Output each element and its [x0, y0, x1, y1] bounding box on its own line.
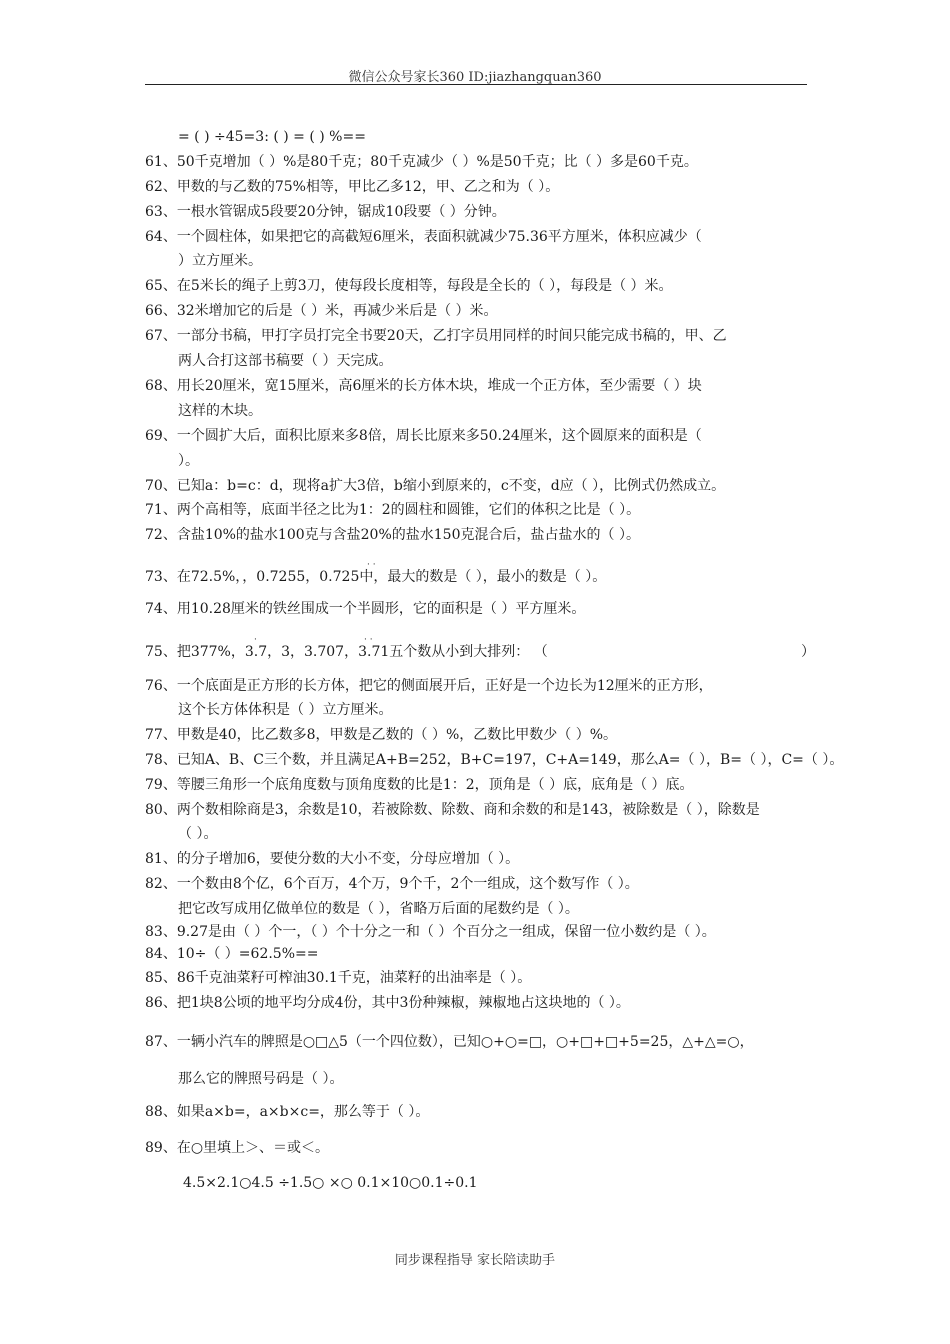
question-78: 78、已知A、B、C三个数，并且满足A+B=252，B+C=197，C+A=149，那么A=（ ），B=（ ），C=（ ）。	[145, 752, 844, 768]
question-87-cont: 那么它的牌照号码是（ ）。	[178, 1071, 344, 1087]
question-76-cont: 这个长方体体积是（ ）立方厘米。	[178, 702, 393, 718]
question-70: 70、已知a：b=c：d，现将a扩大3倍，b缩小到原来的，c不变，d应（ ），比例式仍然成立。	[145, 478, 726, 494]
question-63: 63、一根水管锯成5段要20分钟，锯成10段要（ ）分钟。	[145, 204, 506, 220]
question-89-items: 4.5×2.1○4.5 ÷1.5○ ×○ 0.1×10○0.1÷0.1	[183, 1175, 478, 1191]
header-rule	[145, 84, 807, 85]
repeating-decimal-dots: · ·	[367, 560, 376, 570]
question-69-cont: ）。	[178, 453, 199, 469]
question-77: 77、甲数是40，比乙数多8，甲数是乙数的（ ）%，乙数比甲数少（ ）%。	[145, 727, 618, 743]
question-67: 67、一部分书稿，甲打字员打完全书要20天，乙打字员用同样的时间只能完成书稿的，甲、乙	[145, 328, 727, 344]
question-68-cont: 这样的木块。	[178, 403, 262, 419]
question-71: 71、两个高相等，底面半径之比为1：2的圆柱和圆锥，它们的体积之比是（ ）。	[145, 502, 641, 518]
question-69: 69、一个圆扩大后，面积比原来多8倍，周长比原来多50.24厘米，这个圆原来的面积是（	[145, 428, 702, 444]
question-72: 72、含盐10%的盐水100克与含盐20%的盐水150克混合后，盐占盐水的（ ）。	[145, 527, 640, 543]
question-76: 76、一个底面是正方形的长方体，把它的侧面展开后，正好是一个边长为12厘米的正方形，	[145, 678, 713, 694]
question-65: 65、在5米长的绳子上剪3刀，使每段长度相等，每段是全长的（ ），每段是（ ）米。	[145, 278, 673, 294]
question-61: 61、50千克增加（ ）%是80千克；80千克减少（ ）%是50千克；比（ ）多是60千克。	[145, 154, 698, 170]
question-85: 85、86千克油菜籽可榨油30.1千克，油菜籽的出油率是（ ）。	[145, 970, 532, 986]
question-64-cont: ）立方厘米。	[178, 253, 262, 269]
question-75-close: ）	[801, 644, 815, 660]
question-line-cont: = ( ) ÷45=3: ( ) = ( ) %==	[178, 129, 366, 145]
question-89: 89、在○里填上＞、＝或＜。	[145, 1140, 330, 1156]
question-82: 82、一个数由8个亿，6个百万，4个万，9个千，2个一组成，这个数写作（ ）。	[145, 876, 639, 892]
question-87: 87、一辆小汽车的牌照是○□△5（一个四位数），已知○+○=□，○+□+□+5=25，△+△=○，	[145, 1034, 754, 1050]
question-66: 66、32米增加它的后是（ ）米，再减少米后是（ ）米。	[145, 303, 498, 319]
page-footer: 同步课程指导 家长陪读助手	[394, 1253, 556, 1268]
question-81: 81、的分子增加6，要使分数的大小不变，分母应增加（ ）。	[145, 851, 520, 867]
page-header: 微信公众号家长360 ID:jiazhangquan360	[348, 70, 602, 85]
question-68: 68、用长20厘米，宽15厘米，高6厘米的长方体木块，堆成一个正方体，至少需要（ ）块	[145, 378, 702, 394]
question-64: 64、一个圆柱体，如果把它的高截短6厘米，表面积就减少75.36平方厘米，体积应减少（	[145, 229, 702, 245]
question-74: 74、用10.28厘米的铁丝围成一个半圆形，它的面积是（ ）平方厘米。	[145, 601, 586, 617]
question-79: 79、等腰三角形一个底角度数与顶角度数的比是1：2，顶角是（ ）底，底角是（ ）底。	[145, 777, 694, 793]
question-62: 62、甲数的与乙数的75%相等，甲比乙多12，甲、乙之和为（ ）。	[145, 179, 560, 195]
question-80: 80、两个数相除商是3，余数是10，若被除数、除数、商和余数的和是143，被除数是（ ），除数是	[145, 802, 760, 818]
question-86: 86、把1块8公顷的地平均分成4份，其中3份种辣椒，辣椒地占这块地的（ ）。	[145, 995, 630, 1011]
repeating-decimal-dots: ·	[254, 635, 257, 645]
question-75: 75、把377%，3.7，3，3.707，3.71五个数从小到大排列： （	[145, 644, 548, 660]
question-73: 73、在72.5%，，0.7255，0.725中，最大的数是（ ），最小的数是（ ）。	[145, 569, 607, 585]
question-84: 84、10÷（ ）=62.5%==	[145, 946, 319, 962]
question-80-cont: （ ）。	[178, 826, 218, 842]
question-88: 88、如果a×b=，a×b×c=，那么等于（ ）。	[145, 1104, 430, 1120]
question-82-cont: 把它改写成用亿做单位的数是（ ），省略万后面的尾数约是（ ）。	[178, 901, 579, 917]
repeating-decimal-dots: · ·	[364, 635, 373, 645]
question-67-cont: 两人合打这部书稿要（ ）天完成。	[178, 353, 393, 369]
question-83: 83、9.27是由（ ）个一，（ ）个十分之一和（ ）个百分之一组成，保留一位小数约是（ ）。	[145, 924, 716, 940]
